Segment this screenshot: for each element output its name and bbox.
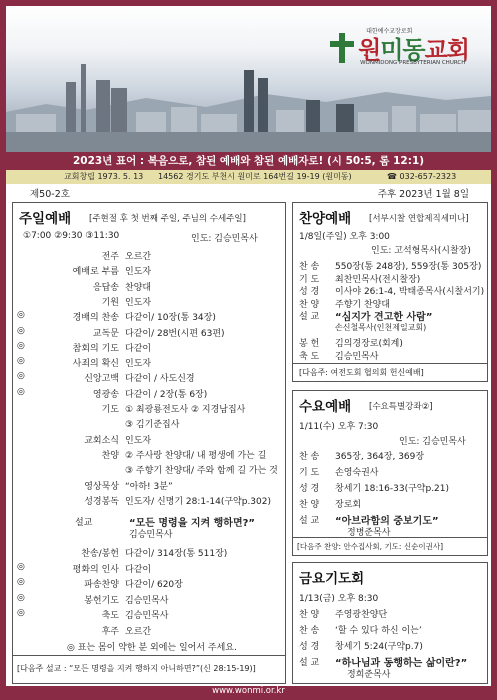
officiant: 인도: 고석형목사(시찰장) [371, 246, 471, 256]
standing-mark: ◎ [17, 561, 25, 572]
standing-mark: ◎ [17, 577, 25, 587]
item-label: 교독문 [92, 328, 119, 339]
item-value: 인도자 [125, 297, 152, 308]
item-value: ③ 김기준집사 [125, 420, 180, 431]
header-banner [6, 6, 491, 152]
officiant: 인도: 김승민목사 [191, 234, 258, 244]
item-value: 다같이/ 620장 [125, 580, 183, 590]
item-label: 응답송 [92, 282, 119, 293]
year-theme: 2023년 표어 : 복음으로, 참된 예배와 참된 예배자로! (시 50:5, 롬 12:1) [6, 152, 491, 170]
issue-number: 제50-2호 [30, 189, 70, 200]
item-value: 다같이 [125, 564, 152, 575]
item-label: 평화의 인사 [72, 564, 119, 575]
sermon-preacher: 손신철목사(인천제일교회) [335, 323, 427, 332]
item-value: 창세기 18:16-33(구약p.21) [335, 484, 450, 494]
item-value: 김승민목사 [335, 352, 379, 362]
item-label: 예배로 부름 [72, 267, 119, 278]
section-title: 수요예배 [299, 399, 352, 415]
item-value: 다같이/ 314장(통 511장) [125, 549, 228, 559]
item-label: 기도 [101, 405, 119, 415]
city-skyline-image [6, 52, 491, 152]
item-label: 찬 양 [299, 500, 320, 510]
item-value: “아하! 3분” [125, 481, 173, 492]
item-value: 김의경장로(회계) [335, 339, 403, 349]
sermon-preacher: 정병준목사 [347, 528, 391, 538]
divider [293, 363, 487, 364]
section-subtitle: [주현절 후 첫 번째 주일, 주님의 수세주일] [89, 214, 246, 224]
item-value: ① 최광룡전도사 ② 지경남집사 [125, 405, 246, 415]
item-value: 다같이 [125, 343, 152, 354]
logo-denomination: 대한예수교장로회 [366, 28, 413, 35]
item-value: 오르간 [125, 252, 152, 262]
sermon-title: “아브라함의 중보기도” [335, 516, 439, 527]
item-label: 성 경 [299, 287, 320, 297]
item-value: ③ 주향기 찬양대/ 주와 함께 길 가는 것 [125, 466, 278, 477]
item-value: 주영광찬양단 [335, 610, 388, 620]
item-value: 창세기 5:24(구약p.7) [335, 642, 423, 652]
sermon-preacher: 정희준목사 [347, 670, 391, 680]
item-label: 봉 헌 [299, 339, 320, 349]
item-label: 찬 송 [299, 626, 320, 636]
item-label: 찬 양 [299, 299, 320, 310]
service-times: ①7:00 ②9:30 ③11:30 [23, 231, 120, 241]
item-value: 최찬민목사(전시찰장) [335, 274, 421, 285]
item-value: 인도자/ 신명기 28:1-14(구약p.302) [125, 496, 271, 507]
item-value: 550장(통 248장), 559장(통 305장) [335, 262, 482, 272]
item-value: 김승민목사 [125, 611, 169, 621]
item-value: 인도자 [125, 267, 152, 278]
standing-mark: ◎ [17, 592, 25, 603]
item-label: 성 경 [299, 484, 320, 494]
wednesday-service-box [292, 390, 488, 556]
praise-service-box [292, 202, 488, 382]
officiant: 인도: 김승민목사 [399, 437, 466, 447]
item-label: 성경봉독 [84, 496, 119, 507]
sermon-title: “모든 명령을 지켜 행하면?” [129, 518, 255, 529]
standing-mark: ◎ [17, 325, 25, 336]
item-value: 인도자 [125, 435, 152, 446]
service-time: 1/13(금) 오후 8:30 [299, 594, 379, 604]
item-value: 다같이/ 28번(시편 63편) [125, 328, 225, 339]
item-label: 기원 [101, 297, 119, 308]
section-title: 주일예배 [19, 211, 72, 227]
item-value: 인도자 [125, 359, 152, 370]
standing-mark: ◎ [17, 356, 25, 367]
church-logo [330, 30, 469, 65]
sermon-preacher: 김승민목사 [129, 530, 173, 540]
section-subtitle: [수요특별강좌②] [369, 402, 433, 412]
next-week-sermon: [다음주 설교 : “모든 명령을 지켜 행하지 아니하면?”(신 28:15-19)] [17, 664, 256, 673]
item-value: 찬양대 [125, 282, 152, 293]
founded-date: 교회창립 1973. 5. 13 [64, 172, 144, 181]
friday-prayer-box [292, 562, 488, 684]
divider [293, 537, 487, 538]
item-label: 신앙고백 [84, 374, 119, 385]
item-value: 365장, 364장, 369장 [335, 452, 425, 462]
item-value: 다같이 / 사도신경 [125, 374, 195, 385]
item-value: ‘할 수 있다 하신 이는’ [335, 626, 422, 636]
sermon-title: “심지가 견고한 사람” [335, 312, 433, 323]
sermon-label: 설교 [75, 518, 93, 528]
item-value: 오르간 [125, 626, 152, 637]
item-label: 찬 송 [299, 452, 320, 462]
standing-mark: ◎ [17, 386, 25, 397]
item-label: 참회의 기도 [72, 343, 119, 354]
item-label: 기 도 [299, 468, 320, 478]
section-subtitle: [서부시찰 연합제직세미나] [369, 214, 469, 224]
cross-icon [330, 33, 354, 63]
sermon-label: 설 교 [299, 312, 320, 322]
next-week: [다음주 찬양: 안수집사회, 기도: 신순이권사] [297, 542, 443, 551]
issue-row [6, 184, 491, 200]
item-label: 기 도 [299, 274, 320, 285]
standing-mark: ◎ [17, 310, 25, 321]
item-value: 이사야 26:1-4, 박태종목사(시찰서기) [335, 287, 485, 297]
divider [13, 655, 285, 656]
website-url[interactable]: www.wonmi.or.kr [212, 686, 285, 696]
standing-mark: ◎ [17, 608, 25, 618]
sermon-label: 설 교 [299, 658, 320, 668]
sermon-label: 설 교 [299, 516, 320, 526]
section-title: 금요기도회 [299, 571, 365, 587]
item-label: 축 도 [299, 352, 320, 362]
church-phone: ☎ 032-657-2323 [387, 172, 457, 181]
item-label: 경배의 찬송 [72, 313, 119, 324]
item-label: 찬 양 [299, 610, 320, 620]
standing-mark: ◎ [17, 340, 25, 351]
standing-mark: ◎ [17, 371, 25, 382]
item-value: 김승민목사 [125, 595, 169, 606]
item-label: 성 경 [299, 642, 320, 652]
logo-name: 원미동교회 [358, 36, 469, 64]
church-info-bar [6, 170, 491, 184]
issue-date: 주후 2023년 1월 8일 [377, 189, 469, 200]
church-address: 14562 경기도 부천시 원미로 164번길 19-19 (원미동) [158, 172, 352, 181]
service-time: 1/8일(주일) 오후 3:00 [299, 232, 390, 242]
item-label: 전주 [101, 252, 119, 262]
item-label: 찬송/봉헌 [81, 549, 119, 559]
item-label: 찬 송 [299, 262, 320, 272]
item-value: 다같이 / 2장(통 6장) [125, 389, 208, 400]
item-value: 주향기 찬양대 [335, 299, 391, 310]
sunday-service-box [12, 202, 286, 684]
item-label: 사죄의 확신 [72, 359, 119, 370]
item-label: 영광송 [92, 389, 119, 400]
sermon-title: “하나님과 동행하는 삶이란?” [335, 658, 468, 669]
item-label: 영상묵상 [84, 481, 119, 492]
item-value: 장로회 [335, 500, 362, 510]
item-value: 손영숙권사 [335, 468, 379, 478]
item-label: 봉헌기도 [84, 595, 119, 606]
standing-note: ◎ 표는 몸이 약한 분 외에는 일어서 주세요. [67, 643, 237, 653]
item-label: 찬양 [101, 450, 119, 461]
item-label: 후주 [101, 626, 119, 637]
logo-english: WONMIDONG PRESBYTERIAN CHURCH [360, 60, 466, 66]
service-time: 1/11(수) 오후 7:30 [299, 422, 379, 432]
item-value: ② 주사랑 찬양대/ 내 평생에 가는 길 [125, 450, 267, 461]
next-week: [다음주: 여전도회 협의회 헌신예배] [299, 368, 424, 377]
item-label: 교회소식 [84, 435, 119, 446]
bulletin-page [6, 6, 491, 686]
item-label: 축도 [101, 611, 119, 621]
item-label: 파송찬양 [84, 580, 119, 590]
section-title: 찬양예배 [299, 211, 352, 227]
item-value: 다같이/ 10장(통 34장) [125, 313, 216, 324]
